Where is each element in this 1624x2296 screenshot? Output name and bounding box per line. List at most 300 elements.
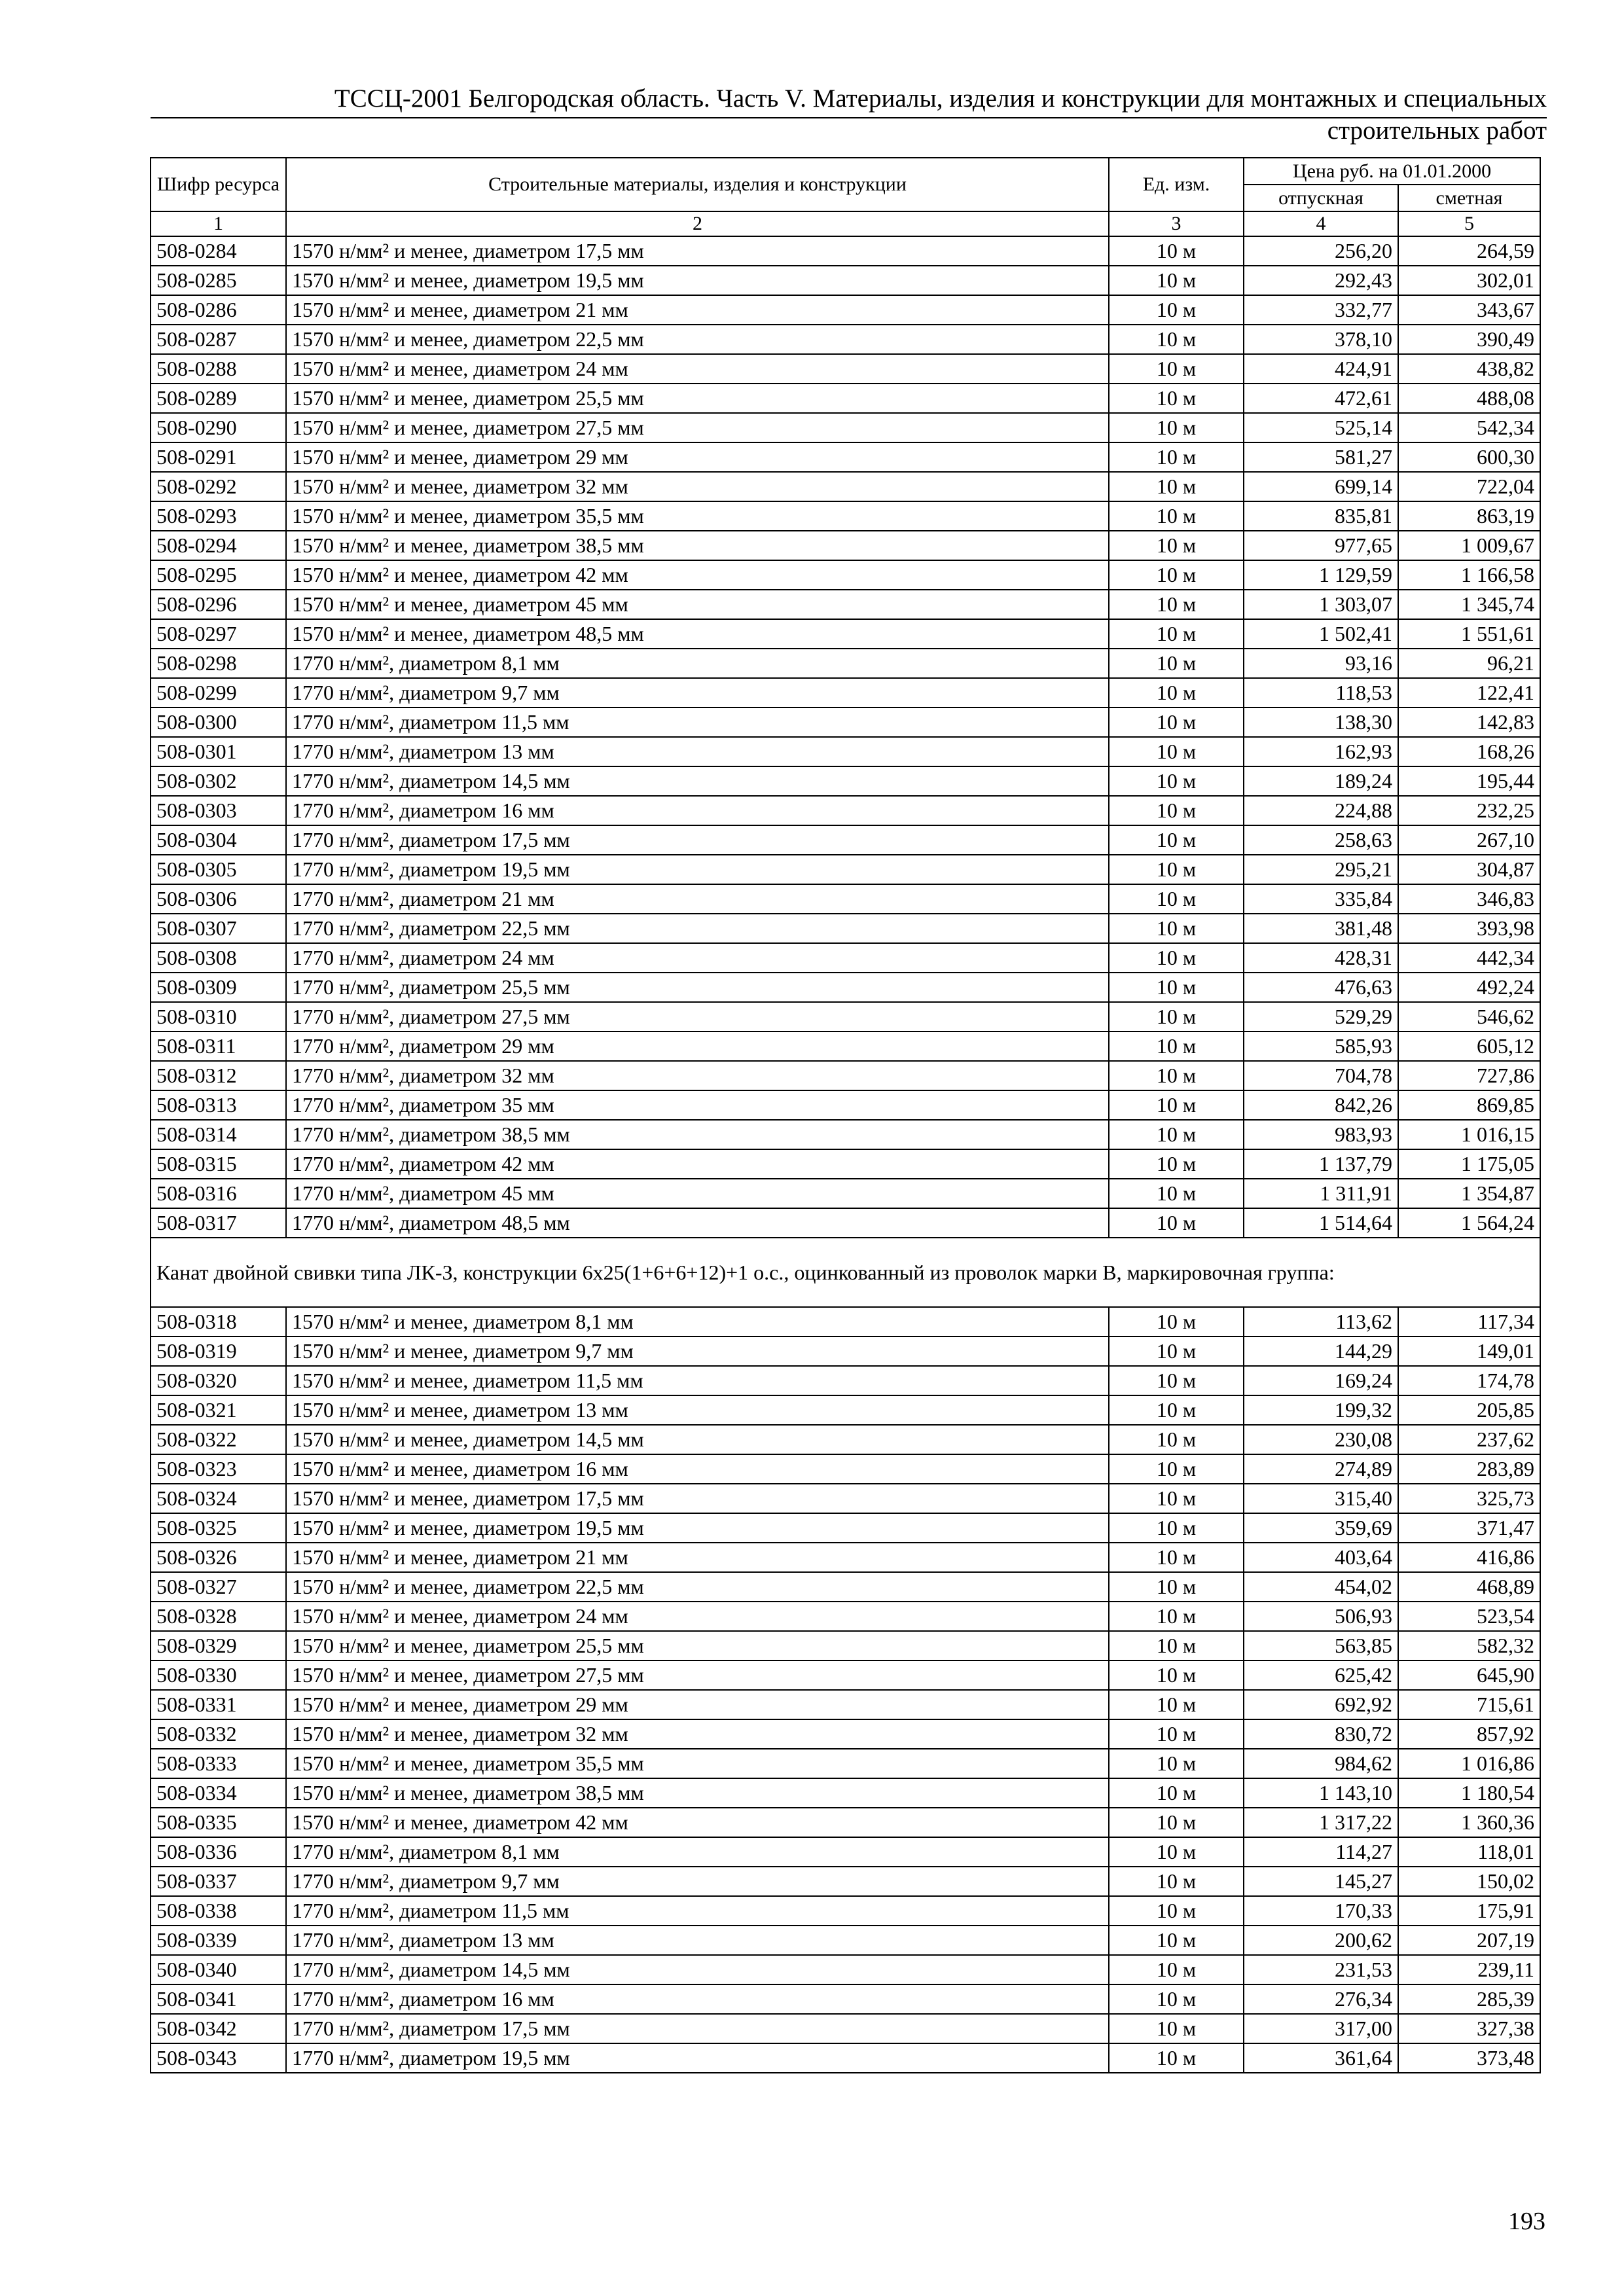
material-name-cell: 1770 н/мм², диаметром 13 мм: [286, 1926, 1109, 1955]
release-price-cell: 704,78: [1244, 1061, 1398, 1090]
release-price-cell: 454,02: [1244, 1572, 1398, 1602]
table-row: [151, 1366, 1540, 1395]
release-price-cell: 114,27: [1244, 1837, 1398, 1867]
estimate-price-cell: 722,04: [1398, 472, 1540, 501]
release-price-cell: 1 502,41: [1244, 619, 1398, 649]
material-name-cell: 1570 н/мм² и менее, диаметром 9,7 мм: [286, 1336, 1109, 1366]
table-row: [151, 708, 1540, 737]
resource-code-cell: 508-0289: [151, 384, 286, 413]
estimate-price-cell: 1 009,67: [1398, 531, 1540, 560]
resource-code-cell: 508-0295: [151, 560, 286, 590]
table-row: [151, 1631, 1540, 1660]
table-row: [151, 1454, 1540, 1484]
table-row: [151, 1690, 1540, 1719]
material-name-cell: 1570 н/мм² и менее, диаметром 32 мм: [286, 1719, 1109, 1749]
unit-cell: 10 м: [1109, 914, 1244, 943]
table-row: [151, 1749, 1540, 1778]
estimate-price-cell: 863,19: [1398, 501, 1540, 531]
unit-cell: 10 м: [1109, 295, 1244, 325]
material-name-cell: 1570 н/мм² и менее, диаметром 38,5 мм: [286, 531, 1109, 560]
unit-cell: 10 м: [1109, 619, 1244, 649]
unit-cell: 10 м: [1109, 1719, 1244, 1749]
release-price-cell: 842,26: [1244, 1090, 1398, 1120]
table-row: [151, 1090, 1540, 1120]
material-name-cell: 1770 н/мм², диаметром 14,5 мм: [286, 1955, 1109, 1984]
release-price-cell: 224,88: [1244, 796, 1398, 825]
unit-cell: 10 м: [1109, 1395, 1244, 1425]
resource-code-cell: 508-0314: [151, 1120, 286, 1149]
estimate-price-cell: 174,78: [1398, 1366, 1540, 1395]
header-unit: Ед. изм.: [1109, 158, 1244, 211]
estimate-price-cell: 283,89: [1398, 1454, 1540, 1484]
resource-code-cell: 508-0331: [151, 1690, 286, 1719]
estimate-price-cell: 267,10: [1398, 825, 1540, 855]
release-price-cell: 231,53: [1244, 1955, 1398, 1984]
resource-code-cell: 508-0290: [151, 413, 286, 442]
estimate-price-cell: 542,34: [1398, 413, 1540, 442]
material-name-cell: 1770 н/мм², диаметром 16 мм: [286, 796, 1109, 825]
unit-cell: 10 м: [1109, 943, 1244, 973]
table-row: [151, 1513, 1540, 1543]
table-row: [151, 1602, 1540, 1631]
unit-cell: 10 м: [1109, 1749, 1244, 1778]
unit-cell: 10 м: [1109, 884, 1244, 914]
release-price-cell: 93,16: [1244, 649, 1398, 678]
material-name-cell: 1770 н/мм², диаметром 17,5 мм: [286, 825, 1109, 855]
release-price-cell: 335,84: [1244, 884, 1398, 914]
table-row: [151, 1149, 1540, 1179]
table-row: [151, 1061, 1540, 1090]
resource-code-cell: 508-0293: [151, 501, 286, 531]
resource-code-cell: 508-0317: [151, 1208, 286, 1238]
release-price-cell: 378,10: [1244, 325, 1398, 354]
material-name-cell: 1570 н/мм² и менее, диаметром 16 мм: [286, 1454, 1109, 1484]
material-name-cell: 1770 н/мм², диаметром 29 мм: [286, 1031, 1109, 1061]
release-price-cell: 256,20: [1244, 236, 1398, 266]
header-estimate-price: сметная: [1398, 185, 1540, 211]
material-name-cell: 1770 н/мм², диаметром 24 мм: [286, 943, 1109, 973]
estimate-price-cell: 1 354,87: [1398, 1179, 1540, 1208]
material-name-cell: 1770 н/мм², диаметром 42 мм: [286, 1149, 1109, 1179]
unit-cell: 10 м: [1109, 1179, 1244, 1208]
unit-cell: 10 м: [1109, 2014, 1244, 2043]
resource-code-cell: 508-0339: [151, 1926, 286, 1955]
material-name-cell: 1570 н/мм² и менее, диаметром 27,5 мм: [286, 413, 1109, 442]
estimate-price-cell: 325,73: [1398, 1484, 1540, 1513]
table-row: [151, 766, 1540, 796]
unit-cell: 10 м: [1109, 1984, 1244, 2014]
release-price-cell: 977,65: [1244, 531, 1398, 560]
material-name-cell: 1770 н/мм², диаметром 13 мм: [286, 737, 1109, 766]
material-name-cell: 1570 н/мм² и менее, диаметром 19,5 мм: [286, 266, 1109, 295]
estimate-price-cell: 488,08: [1398, 384, 1540, 413]
material-name-cell: 1570 н/мм² и менее, диаметром 13 мм: [286, 1395, 1109, 1425]
estimate-price-cell: 237,62: [1398, 1425, 1540, 1454]
resource-code-cell: 508-0328: [151, 1602, 286, 1631]
table-row: [151, 1778, 1540, 1808]
resource-code-cell: 508-0338: [151, 1896, 286, 1926]
column-number: 1: [151, 211, 286, 236]
unit-cell: 10 м: [1109, 1778, 1244, 1808]
table-header: [151, 158, 1540, 236]
table-row: [151, 1425, 1540, 1454]
resource-code-cell: 508-0333: [151, 1749, 286, 1778]
material-name-cell: 1770 н/мм², диаметром 8,1 мм: [286, 1837, 1109, 1867]
unit-cell: 10 м: [1109, 1896, 1244, 1926]
unit-cell: 10 м: [1109, 737, 1244, 766]
estimate-price-cell: 207,19: [1398, 1926, 1540, 1955]
resource-code-cell: 508-0296: [151, 590, 286, 619]
estimate-price-cell: 232,25: [1398, 796, 1540, 825]
estimate-price-cell: 195,44: [1398, 766, 1540, 796]
resource-code-cell: 508-0327: [151, 1572, 286, 1602]
release-price-cell: 359,69: [1244, 1513, 1398, 1543]
unit-cell: 10 м: [1109, 973, 1244, 1002]
estimate-price-cell: 302,01: [1398, 266, 1540, 295]
estimate-price-cell: 715,61: [1398, 1690, 1540, 1719]
material-name-cell: 1770 н/мм², диаметром 19,5 мм: [286, 855, 1109, 884]
unit-cell: 10 м: [1109, 678, 1244, 708]
unit-cell: 10 м: [1109, 560, 1244, 590]
table-row: [151, 1307, 1540, 1336]
material-name-cell: 1770 н/мм², диаметром 8,1 мм: [286, 649, 1109, 678]
table-row: [151, 796, 1540, 825]
estimate-price-cell: 346,83: [1398, 884, 1540, 914]
table-row: [151, 1837, 1540, 1867]
table-row: [151, 678, 1540, 708]
release-price-cell: 424,91: [1244, 354, 1398, 384]
material-name-cell: 1570 н/мм² и менее, диаметром 17,5 мм: [286, 236, 1109, 266]
table-row: [151, 560, 1540, 590]
material-name-cell: 1570 н/мм² и менее, диаметром 45 мм: [286, 590, 1109, 619]
unit-cell: 10 м: [1109, 501, 1244, 531]
estimate-price-cell: 1 016,15: [1398, 1120, 1540, 1149]
page-number: 193: [1508, 2208, 1545, 2235]
unit-cell: 10 м: [1109, 1425, 1244, 1454]
material-name-cell: 1770 н/мм², диаметром 25,5 мм: [286, 973, 1109, 1002]
resource-code-cell: 508-0306: [151, 884, 286, 914]
unit-cell: 10 м: [1109, 1336, 1244, 1366]
material-name-cell: 1770 н/мм², диаметром 45 мм: [286, 1179, 1109, 1208]
material-name-cell: 1570 н/мм² и менее, диаметром 29 мм: [286, 442, 1109, 472]
resource-code-cell: 508-0332: [151, 1719, 286, 1749]
release-price-cell: 118,53: [1244, 678, 1398, 708]
table-row: [151, 472, 1540, 501]
unit-cell: 10 м: [1109, 1002, 1244, 1031]
release-price-cell: 506,93: [1244, 1602, 1398, 1631]
unit-cell: 10 м: [1109, 1484, 1244, 1513]
material-name-cell: 1570 н/мм² и менее, диаметром 42 мм: [286, 1808, 1109, 1837]
resource-code-cell: 508-0299: [151, 678, 286, 708]
material-name-cell: 1570 н/мм² и менее, диаметром 25,5 мм: [286, 384, 1109, 413]
table-row: [151, 531, 1540, 560]
material-name-cell: 1570 н/мм² и менее, диаметром 17,5 мм: [286, 1484, 1109, 1513]
resource-code-cell: 508-0337: [151, 1867, 286, 1896]
table-row: [151, 1660, 1540, 1690]
table-body-part-a: [151, 236, 1540, 1238]
material-name-cell: 1770 н/мм², диаметром 22,5 мм: [286, 914, 1109, 943]
table-row: [151, 884, 1540, 914]
unit-cell: 10 м: [1109, 2043, 1244, 2073]
header-name: Строительные материалы, изделия и конструкции: [286, 158, 1109, 211]
estimate-price-cell: 523,54: [1398, 1602, 1540, 1631]
table-row: [151, 1336, 1540, 1366]
material-name-cell: 1570 н/мм² и менее, диаметром 21 мм: [286, 1543, 1109, 1572]
resource-code-cell: 508-0304: [151, 825, 286, 855]
unit-cell: 10 м: [1109, 1149, 1244, 1179]
release-price-cell: 428,31: [1244, 943, 1398, 973]
resource-code-cell: 508-0292: [151, 472, 286, 501]
material-name-cell: 1570 н/мм² и менее, диаметром 35,5 мм: [286, 501, 1109, 531]
release-price-cell: 1 303,07: [1244, 590, 1398, 619]
table-row: [151, 973, 1540, 1002]
estimate-price-cell: 1 345,74: [1398, 590, 1540, 619]
release-price-cell: 292,43: [1244, 266, 1398, 295]
resource-code-cell: 508-0309: [151, 973, 286, 1002]
estimate-price-cell: 1 016,86: [1398, 1749, 1540, 1778]
release-price-cell: 315,40: [1244, 1484, 1398, 1513]
unit-cell: 10 м: [1109, 1660, 1244, 1690]
release-price-cell: 361,64: [1244, 2043, 1398, 2073]
resource-code-cell: 508-0326: [151, 1543, 286, 1572]
material-name-cell: 1770 н/мм², диаметром 19,5 мм: [286, 2043, 1109, 2073]
release-price-cell: 274,89: [1244, 1454, 1398, 1484]
material-name-cell: 1570 н/мм² и менее, диаметром 48,5 мм: [286, 619, 1109, 649]
table-row: [151, 1719, 1540, 1749]
estimate-price-cell: 117,34: [1398, 1307, 1540, 1336]
resource-code-cell: 508-0312: [151, 1061, 286, 1090]
estimate-price-cell: 304,87: [1398, 855, 1540, 884]
material-name-cell: 1570 н/мм² и менее, диаметром 24 мм: [286, 1602, 1109, 1631]
material-name-cell: 1570 н/мм² и менее, диаметром 24 мм: [286, 354, 1109, 384]
release-price-cell: 169,24: [1244, 1366, 1398, 1395]
table-row: [151, 1484, 1540, 1513]
release-price-cell: 144,29: [1244, 1336, 1398, 1366]
section-header: [151, 1238, 1540, 1307]
table-row: [151, 619, 1540, 649]
resource-code-cell: 508-0319: [151, 1336, 286, 1366]
release-price-cell: 276,34: [1244, 1984, 1398, 2014]
material-name-cell: 1770 н/мм², диаметром 35 мм: [286, 1090, 1109, 1120]
table-row: [151, 1896, 1540, 1926]
material-name-cell: 1570 н/мм² и менее, диаметром 35,5 мм: [286, 1749, 1109, 1778]
resource-code-cell: 508-0286: [151, 295, 286, 325]
resource-code-cell: 508-0288: [151, 354, 286, 384]
unit-cell: 10 м: [1109, 384, 1244, 413]
material-name-cell: 1770 н/мм², диаметром 16 мм: [286, 1984, 1109, 2014]
material-name-cell: 1770 н/мм², диаметром 32 мм: [286, 1061, 1109, 1090]
resource-code-cell: 508-0323: [151, 1454, 286, 1484]
material-name-cell: 1570 н/мм² и менее, диаметром 22,5 мм: [286, 1572, 1109, 1602]
release-price-cell: 295,21: [1244, 855, 1398, 884]
unit-cell: 10 м: [1109, 1513, 1244, 1543]
release-price-cell: 563,85: [1244, 1631, 1398, 1660]
estimate-price-cell: 150,02: [1398, 1867, 1540, 1896]
estimate-price-cell: 1 166,58: [1398, 560, 1540, 590]
resource-code-cell: 508-0297: [151, 619, 286, 649]
release-price-cell: 170,33: [1244, 1896, 1398, 1926]
table-row: [151, 649, 1540, 678]
resource-code-cell: 508-0335: [151, 1808, 286, 1837]
table-row: [151, 2014, 1540, 2043]
header-code: Шифр ресурса: [151, 158, 286, 211]
header-release-price: отпускная: [1244, 185, 1398, 211]
material-name-cell: 1570 н/мм² и менее, диаметром 21 мм: [286, 295, 1109, 325]
resource-code-cell: 508-0315: [151, 1149, 286, 1179]
unit-cell: 10 м: [1109, 708, 1244, 737]
table-row: [151, 1867, 1540, 1896]
unit-cell: 10 м: [1109, 1602, 1244, 1631]
release-price-cell: 145,27: [1244, 1867, 1398, 1896]
release-price-cell: 581,27: [1244, 442, 1398, 472]
release-price-cell: 189,24: [1244, 766, 1398, 796]
estimate-price-cell: 1 175,05: [1398, 1149, 1540, 1179]
resource-code-cell: 508-0300: [151, 708, 286, 737]
table-row: [151, 1572, 1540, 1602]
resource-code-cell: 508-0342: [151, 2014, 286, 2043]
unit-cell: 10 м: [1109, 1808, 1244, 1837]
release-price-cell: 1 514,64: [1244, 1208, 1398, 1238]
unit-cell: 10 м: [1109, 766, 1244, 796]
table-row: [151, 914, 1540, 943]
estimate-price-cell: 149,01: [1398, 1336, 1540, 1366]
estimate-price-cell: 546,62: [1398, 1002, 1540, 1031]
material-name-cell: 1770 н/мм², диаметром 11,5 мм: [286, 1896, 1109, 1926]
estimate-price-cell: 142,83: [1398, 708, 1540, 737]
table-row: [151, 737, 1540, 766]
resource-code-cell: 508-0303: [151, 796, 286, 825]
release-price-cell: 317,00: [1244, 2014, 1398, 2043]
material-name-cell: 1570 н/мм² и менее, диаметром 38,5 мм: [286, 1778, 1109, 1808]
estimate-price-cell: 343,67: [1398, 295, 1540, 325]
release-price-cell: 1 317,22: [1244, 1808, 1398, 1837]
unit-cell: 10 м: [1109, 1631, 1244, 1660]
unit-cell: 10 м: [1109, 1837, 1244, 1867]
table-row: [151, 1808, 1540, 1837]
estimate-price-cell: 371,47: [1398, 1513, 1540, 1543]
column-number: 3: [1109, 211, 1244, 236]
material-name-cell: 1570 н/мм² и менее, диаметром 27,5 мм: [286, 1660, 1109, 1690]
unit-cell: 10 м: [1109, 266, 1244, 295]
material-name-cell: 1770 н/мм², диаметром 9,7 мм: [286, 678, 1109, 708]
table-body-part-b: [151, 1307, 1540, 2073]
release-price-cell: 835,81: [1244, 501, 1398, 531]
estimate-price-cell: 869,85: [1398, 1090, 1540, 1120]
release-price-cell: 529,29: [1244, 1002, 1398, 1031]
resource-code-cell: 508-0294: [151, 531, 286, 560]
unit-cell: 10 м: [1109, 1307, 1244, 1336]
resource-code-cell: 508-0325: [151, 1513, 286, 1543]
table-row: [151, 1031, 1540, 1061]
table-row: [151, 1955, 1540, 1984]
release-price-cell: 162,93: [1244, 737, 1398, 766]
column-number: 4: [1244, 211, 1398, 236]
resource-code-cell: 508-0305: [151, 855, 286, 884]
resource-code-cell: 508-0334: [151, 1778, 286, 1808]
resource-code-cell: 508-0330: [151, 1660, 286, 1690]
section-header-row: [151, 1238, 1540, 1307]
document-header-title: ТССЦ-2001 Белгородская область. Часть V. Материалы, изделия и конструкции для монтажных и специальных: [334, 84, 1547, 113]
release-price-cell: 585,93: [1244, 1031, 1398, 1061]
estimate-price-cell: 118,01: [1398, 1837, 1540, 1867]
resource-code-cell: 508-0301: [151, 737, 286, 766]
material-name-cell: 1770 н/мм², диаметром 11,5 мм: [286, 708, 1109, 737]
table-row: [151, 1120, 1540, 1149]
material-name-cell: 1570 н/мм² и менее, диаметром 42 мм: [286, 560, 1109, 590]
header-price-group: Цена руб. на 01.01.2000: [1244, 158, 1540, 185]
resource-code-cell: 508-0287: [151, 325, 286, 354]
table-row: [151, 1395, 1540, 1425]
unit-cell: 10 м: [1109, 325, 1244, 354]
resource-code-cell: 508-0324: [151, 1484, 286, 1513]
release-price-cell: 403,64: [1244, 1543, 1398, 1572]
material-name-cell: 1770 н/мм², диаметром 17,5 мм: [286, 2014, 1109, 2043]
release-price-cell: 1 129,59: [1244, 560, 1398, 590]
release-price-cell: 699,14: [1244, 472, 1398, 501]
table-row: [151, 590, 1540, 619]
release-price-cell: 138,30: [1244, 708, 1398, 737]
estimate-price-cell: 96,21: [1398, 649, 1540, 678]
estimate-price-cell: 285,39: [1398, 1984, 1540, 2014]
resource-code-cell: 508-0329: [151, 1631, 286, 1660]
unit-cell: 10 м: [1109, 1031, 1244, 1061]
document-header-subtitle: строительных работ: [1327, 117, 1547, 145]
table-row: [151, 1984, 1540, 2014]
release-price-cell: 1 137,79: [1244, 1149, 1398, 1179]
section-title: Канат двойной свивки типа ЛК-З, конструкции 6х25(1+6+6+12)+1 о.с., оцинкованный из проволок марки В, маркировочная группа:: [151, 1238, 1540, 1307]
column-number: 2: [286, 211, 1109, 236]
release-price-cell: 1 311,91: [1244, 1179, 1398, 1208]
table-row: [151, 236, 1540, 266]
unit-cell: 10 м: [1109, 354, 1244, 384]
unit-cell: 10 м: [1109, 472, 1244, 501]
release-price-cell: 258,63: [1244, 825, 1398, 855]
resource-code-cell: 508-0340: [151, 1955, 286, 1984]
estimate-price-cell: 727,86: [1398, 1061, 1540, 1090]
unit-cell: 10 м: [1109, 825, 1244, 855]
table-row: [151, 413, 1540, 442]
material-name-cell: 1770 н/мм², диаметром 21 мм: [286, 884, 1109, 914]
estimate-price-cell: 175,91: [1398, 1896, 1540, 1926]
release-price-cell: 692,92: [1244, 1690, 1398, 1719]
release-price-cell: 199,32: [1244, 1395, 1398, 1425]
estimate-price-cell: 582,32: [1398, 1631, 1540, 1660]
resource-code-cell: 508-0284: [151, 236, 286, 266]
estimate-price-cell: 645,90: [1398, 1660, 1540, 1690]
unit-cell: 10 м: [1109, 1867, 1244, 1896]
material-name-cell: 1570 н/мм² и менее, диаметром 14,5 мм: [286, 1425, 1109, 1454]
resource-code-cell: 508-0313: [151, 1090, 286, 1120]
estimate-price-cell: 605,12: [1398, 1031, 1540, 1061]
resource-code-cell: 508-0307: [151, 914, 286, 943]
estimate-price-cell: 1 360,36: [1398, 1808, 1540, 1837]
unit-cell: 10 м: [1109, 442, 1244, 472]
release-price-cell: 984,62: [1244, 1749, 1398, 1778]
estimate-price-cell: 122,41: [1398, 678, 1540, 708]
resource-code-cell: 508-0285: [151, 266, 286, 295]
release-price-cell: 830,72: [1244, 1719, 1398, 1749]
resource-code-cell: 508-0311: [151, 1031, 286, 1061]
material-name-cell: 1770 н/мм², диаметром 38,5 мм: [286, 1120, 1109, 1149]
resource-code-cell: 508-0318: [151, 1307, 286, 1336]
estimate-price-cell: 327,38: [1398, 2014, 1540, 2043]
column-number: 5: [1398, 211, 1540, 236]
unit-cell: 10 м: [1109, 1926, 1244, 1955]
unit-cell: 10 м: [1109, 1120, 1244, 1149]
unit-cell: 10 м: [1109, 796, 1244, 825]
unit-cell: 10 м: [1109, 1572, 1244, 1602]
table-row: [151, 295, 1540, 325]
